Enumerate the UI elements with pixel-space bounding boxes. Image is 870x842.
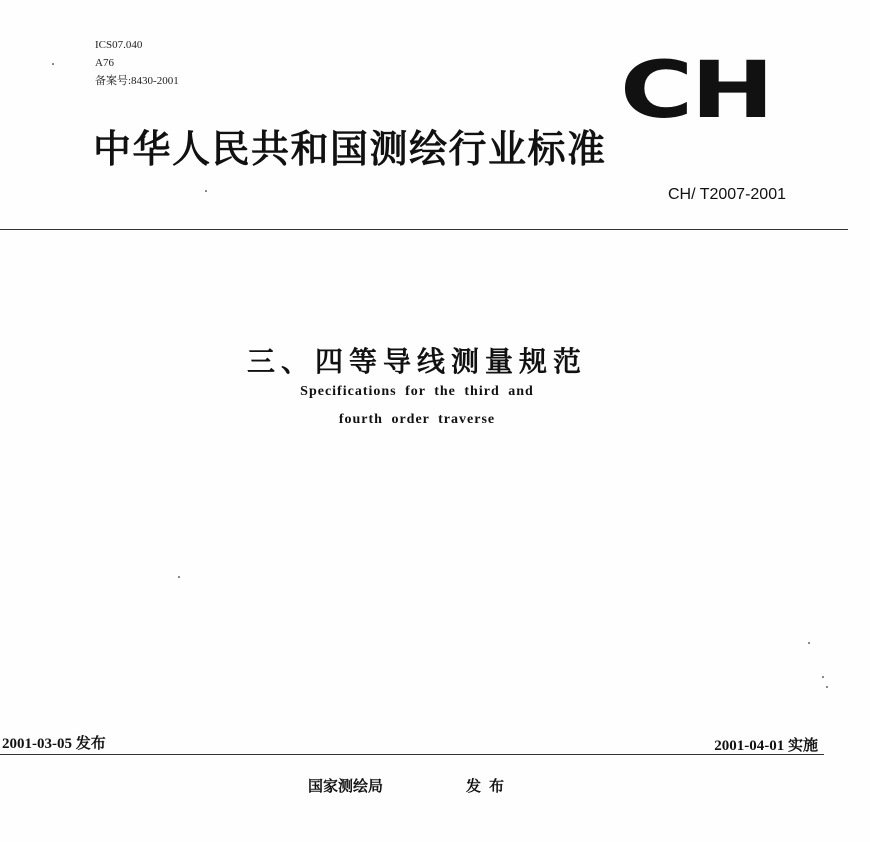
record-number: 备案号:8430-2001 bbox=[95, 75, 179, 87]
implement-date: 2001-04-01 实施 bbox=[714, 738, 818, 754]
scan-speck bbox=[808, 642, 810, 644]
ch-logo: CH bbox=[620, 46, 772, 136]
standard-category-title: 中华人民共和国测绘行业标准 bbox=[93, 127, 607, 171]
bottom-divider bbox=[0, 754, 824, 755]
document-title-english-line1: Specifications for the third and bbox=[300, 384, 534, 399]
document-title-english-line2: fourth order traverse bbox=[338, 412, 496, 427]
standard-code: CH/ T2007-2001 bbox=[668, 186, 786, 203]
issuer-action: 发布 bbox=[466, 777, 513, 795]
scan-speck bbox=[178, 576, 180, 578]
scan-speck bbox=[822, 676, 824, 678]
classification-block bbox=[95, 36, 179, 90]
scan-speck bbox=[52, 63, 54, 65]
ics-code: ICS07.040 bbox=[95, 39, 143, 51]
publish-date: 2001-03-05 发布 bbox=[2, 736, 106, 752]
document-title-chinese: 三、四等导线测量规范 bbox=[246, 345, 587, 378]
classification-code: A76 bbox=[95, 57, 114, 69]
scan-speck bbox=[826, 686, 828, 688]
top-divider bbox=[0, 229, 848, 230]
scan-speck bbox=[205, 190, 207, 192]
issuer-name: 国家测绘局 bbox=[308, 777, 384, 795]
